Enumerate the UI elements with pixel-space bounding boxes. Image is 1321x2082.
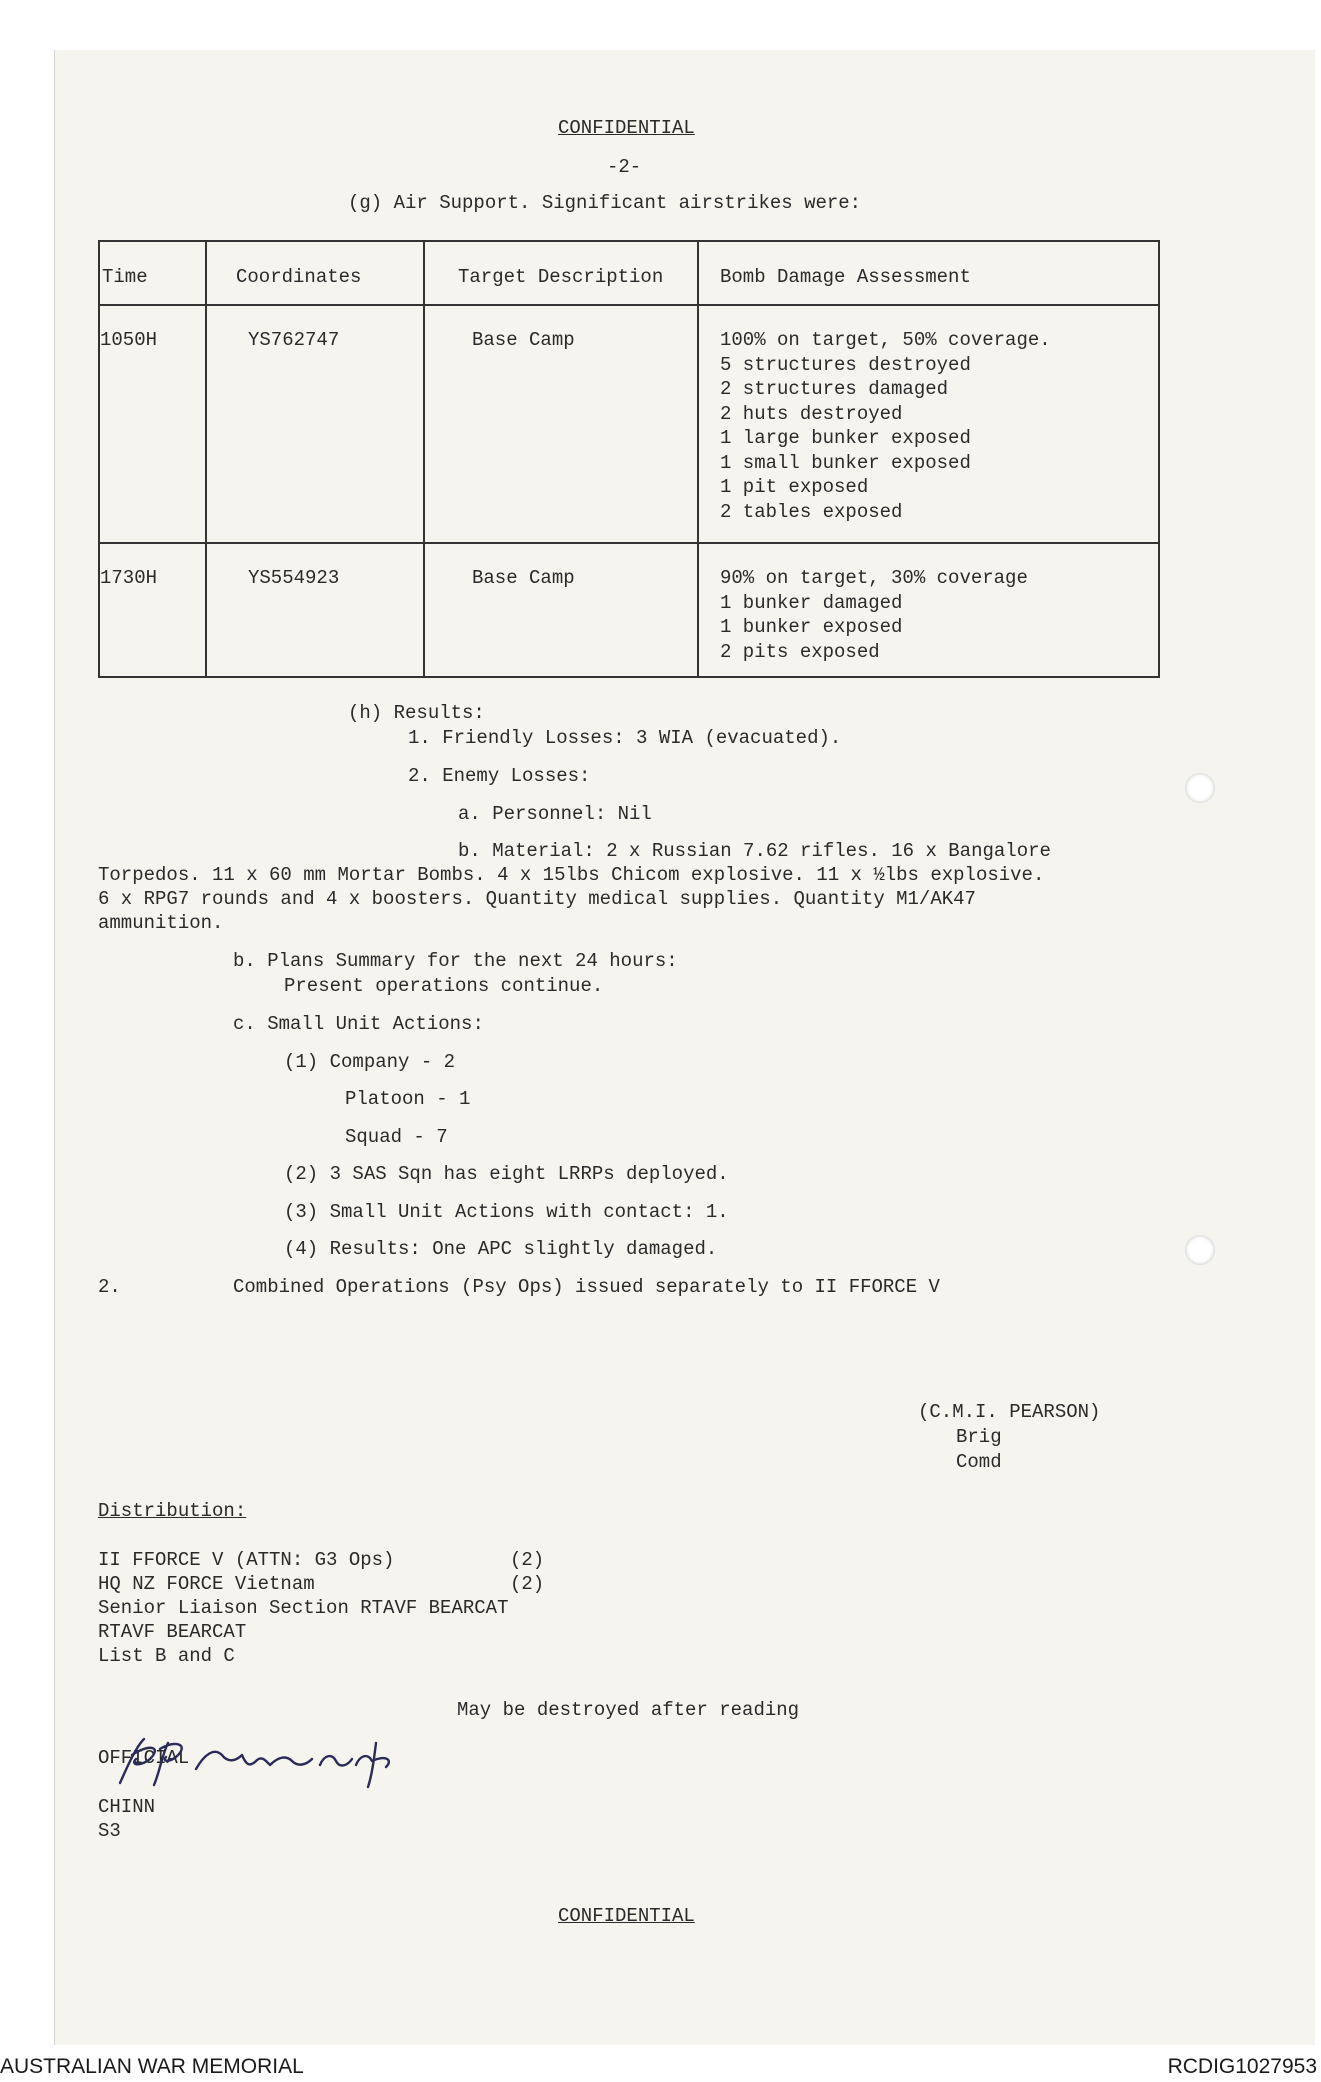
row1-time: 1050H	[100, 329, 158, 351]
punch-hole	[1185, 773, 1215, 803]
row1-target: Base Camp	[472, 329, 575, 351]
bda-line: 5 structures destroyed	[720, 353, 971, 376]
bda-line: 90% on target, 30% coverage	[720, 567, 1028, 589]
distribution-copies: (2)	[510, 1549, 545, 1571]
enemy-material-cont: Torpedos. 11 x 60 mm Mortar Bombs. 4 x 15lbs Chicom explosive. 11 x ½lbs explosive.	[98, 864, 1045, 886]
col-header-time: Time	[102, 266, 148, 288]
distribution-line: II FFORCE V (ATTN: G3 Ops)	[98, 1549, 395, 1571]
friendly-losses: 1. Friendly Losses: 3 WIA (evacuated).	[408, 727, 842, 749]
bda-line: 2 huts destroyed	[720, 402, 903, 425]
combined-ops-text: Combined Operations (Psy Ops) issued separately to II FFORCE V	[233, 1276, 940, 1298]
enemy-material-cont: 6 x RPG7 rounds and 4 x boosters. Quantity medical supplies. Quantity M1/AK47	[98, 888, 976, 910]
small-unit-company: (1) Company - 2	[284, 1051, 456, 1073]
air-support-heading: (g) Air Support. Significant airstrikes were:	[348, 192, 862, 214]
small-unit-contact: (3) Small Unit Actions with contact: 1.	[284, 1201, 729, 1223]
results-heading: (h) Results:	[348, 702, 485, 724]
enemy-material-cont: ammunition.	[98, 912, 224, 934]
bda-line: 1 small bunker exposed	[720, 451, 971, 474]
row1-coordinates: YS762747	[248, 329, 340, 351]
bda-line: 1 pit exposed	[720, 476, 869, 498]
table-row-divider	[100, 542, 1158, 544]
classification-top: CONFIDENTIAL	[558, 117, 695, 139]
bda-line: 2 structures damaged	[720, 378, 949, 400]
punch-hole	[1185, 1235, 1215, 1265]
table-column-divider	[423, 242, 425, 676]
signature-svg	[110, 1725, 430, 1795]
official-label: OFFICIAL	[98, 1747, 190, 1769]
distribution-heading: Distribution:	[98, 1500, 247, 1522]
enemy-personnel: a. Personnel: Nil	[458, 803, 652, 825]
table-column-divider	[205, 242, 207, 676]
bda-line: 2 tables exposed	[720, 500, 903, 523]
enemy-material: b. Material: 2 x Russian 7.62 rifles. 16 x Bangalore	[458, 840, 1051, 862]
distribution-copies: (2)	[510, 1573, 545, 1595]
signatory-rank: Brig	[956, 1426, 1002, 1448]
small-unit-platoon: Platoon - 1	[345, 1088, 471, 1110]
bda-line: 1 bunker exposed	[720, 616, 903, 638]
bda-line: 1 bunker damaged	[720, 591, 903, 614]
s3-label: S3	[98, 1820, 121, 1842]
footer-right: RCDIG1027953	[1167, 2055, 1317, 2078]
plans-heading: b. Plans Summary for the next 24 hours:	[233, 950, 678, 972]
distribution-line: Senior Liaison Section RTAVF BEARCAT	[98, 1597, 509, 1619]
table-header-divider	[100, 304, 1158, 306]
handwritten-signature	[110, 1725, 430, 1795]
col-header-coordinates: Coordinates	[236, 266, 362, 288]
table-column-divider	[697, 242, 699, 676]
col-header-bda: Bomb Damage Assessment	[720, 266, 971, 288]
distribution-line: HQ NZ FORCE Vietnam	[98, 1573, 315, 1595]
enemy-losses: 2. Enemy Losses:	[408, 765, 591, 787]
signatory-role: Comd	[956, 1451, 1002, 1473]
bda-line: 100% on target, 50% coverage.	[720, 329, 1051, 351]
destroy-note: May be destroyed after reading	[457, 1699, 800, 1721]
small-unit-lrrp: (2) 3 SAS Sqn has eight LRRPs deployed.	[284, 1163, 729, 1185]
footer-left: AUSTRALIAN WAR MEMORIAL	[0, 2055, 304, 2078]
row2-coordinates: YS554923	[248, 567, 340, 589]
distribution-line: List B and C	[98, 1645, 235, 1667]
classification-bottom: CONFIDENTIAL	[558, 1905, 695, 1927]
plans-text: Present operations continue.	[284, 975, 604, 997]
distribution-line: RTAVF BEARCAT	[98, 1621, 247, 1643]
small-unit-squad: Squad - 7	[345, 1126, 448, 1148]
bda-line: 1 large bunker exposed	[720, 427, 971, 449]
signatory-name: (C.M.I. PEARSON)	[918, 1401, 1101, 1423]
chinn-label: CHINN	[98, 1796, 156, 1818]
combined-ops-number: 2.	[98, 1276, 121, 1298]
col-header-target: Target Description	[458, 266, 664, 288]
row2-time: 1730H	[100, 567, 158, 589]
bda-line: 2 pits exposed	[720, 640, 880, 663]
row2-target: Base Camp	[472, 567, 575, 589]
air-support-table	[98, 240, 1160, 678]
page-number: -2-	[607, 156, 642, 178]
small-unit-heading: c. Small Unit Actions:	[233, 1013, 484, 1035]
small-unit-results: (4) Results: One APC slightly damaged.	[284, 1238, 718, 1260]
